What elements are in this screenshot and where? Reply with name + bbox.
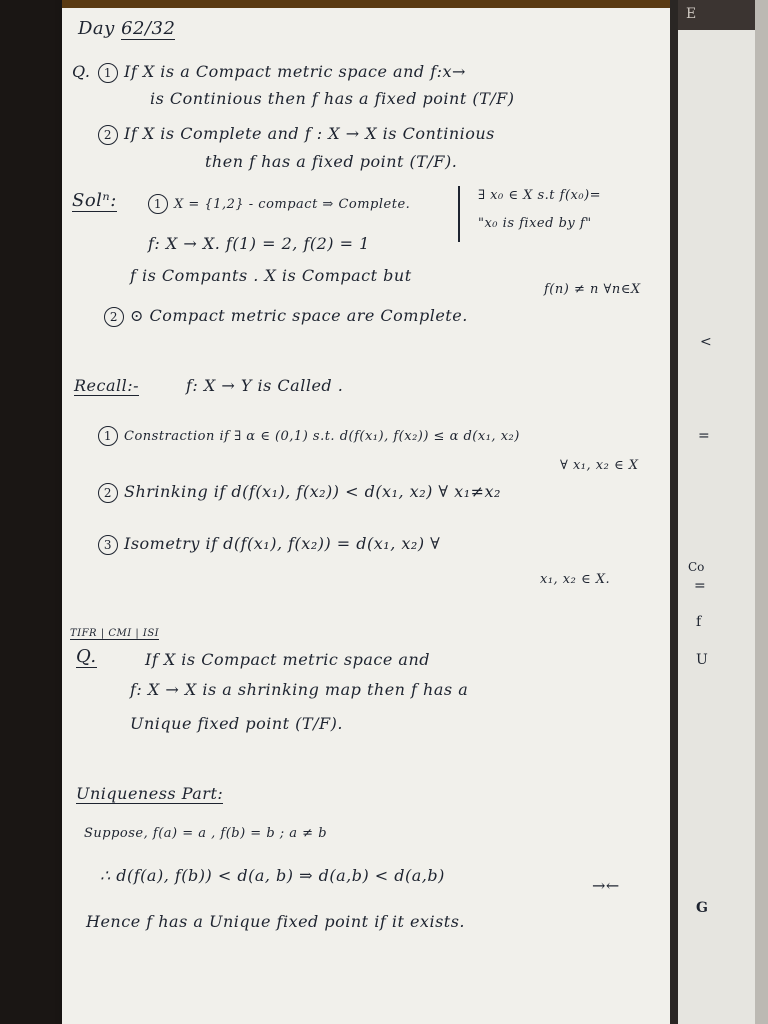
q1-line-3: If X is Complete and f : X → X is Continious	[124, 124, 495, 143]
soln-label: Solⁿ:	[72, 190, 117, 211]
soln-line-2: f: X → X. f(1) = 2, f(2) = 1	[148, 234, 370, 253]
soln-item-2	[104, 306, 468, 327]
edge-mark-7: G	[696, 900, 708, 916]
recall-num-2: 2	[98, 483, 118, 503]
edge-mark-top: E	[686, 6, 697, 22]
q1-line-1: If X is a Compact metric space and f:x→	[124, 62, 466, 81]
soln-num-2: 2	[104, 307, 124, 327]
soln-line-4: ⊙ Compact metric space are Complete.	[130, 306, 468, 325]
day-number: 62/32	[121, 18, 176, 39]
day-label: Day	[78, 18, 115, 39]
q2-line-2: f: X → X is a shrinking map then f has a	[130, 680, 469, 699]
edge-mark-6: U	[696, 652, 708, 668]
q1-num-1: 1	[98, 63, 118, 83]
q2-line-3: Unique fixed point (T/F).	[130, 714, 343, 733]
recall-item-2	[98, 482, 501, 503]
edge-mark-5: f	[696, 614, 702, 630]
recall-shrinking: Shrinking if d(f(x₁), f(x₂)) < d(x₁, x₂) ∀ x₁≠x₂	[124, 482, 501, 501]
recall-isometry-quant: x₁, x₂ ∈ X.	[540, 572, 611, 587]
day-heading	[78, 18, 175, 39]
next-page-edge	[670, 0, 768, 1024]
q1-item-2	[98, 124, 495, 145]
edge-mark-4: =	[694, 578, 706, 594]
edge-mark-1: <	[700, 334, 712, 350]
recall-num-1: 1	[98, 426, 118, 446]
uniqueness-line-2: ∴ d(f(a), f(b)) < d(a, b) ⇒ d(a,b) < d(a,b)	[100, 866, 445, 885]
soln-item-1	[148, 194, 410, 214]
page-top-band	[62, 0, 670, 8]
soln-side-2: "x₀ is fixed by f"	[478, 216, 592, 231]
recall-intro: f: X → Y is Called .	[186, 376, 344, 395]
recall-num-3: 3	[98, 535, 118, 555]
recall-isometry: Isometry if d(f(x₁), f(x₂)) = d(x₁, x₂) ∀	[124, 534, 441, 553]
uniqueness-line-1: Suppose, f(a) = a , f(b) = b ; a ≠ b	[84, 826, 328, 841]
q2-source-tag: TIFR | CMI | ISI	[70, 628, 160, 639]
soln-line-3b: f(n) ≠ n ∀n∈X	[544, 282, 641, 297]
soln-num-1: 1	[148, 194, 168, 214]
edge-mark-2: =	[698, 428, 710, 444]
q1-item-1	[98, 62, 466, 83]
uniqueness-line-3: Hence f has a Unique fixed point if it exists.	[86, 912, 465, 931]
recall-item-3	[98, 534, 440, 555]
recall-contraction-quant: ∀ x₁, x₂ ∈ X	[560, 458, 639, 473]
soln-side-1: ∃ x₀ ∈ X s.t f(x₀)=	[478, 188, 602, 203]
soln-line-1: X = {1,2} - compact ⇒ Complete.	[174, 197, 411, 212]
soln-divider	[458, 186, 460, 242]
q1-num-2: 2	[98, 125, 118, 145]
page-stack-edge	[755, 0, 768, 1024]
uniqueness-title: Uniqueness Part:	[76, 784, 224, 803]
q1-line-4: then f has a fixed point (T/F).	[205, 152, 458, 171]
contradiction-mark: →←	[592, 876, 620, 895]
page-gutter	[670, 0, 678, 1024]
soln-line-3: f is Compants . X is Compact but	[130, 266, 412, 285]
recall-contraction: Constraction if ∃ α ∈ (0,1) s.t. d(f(x₁), f(x₂)) ≤ α d(x₁, x₂)	[124, 429, 520, 444]
q2-line-1: If X is Compact metric space and	[145, 650, 430, 669]
recall-label: Recall:-	[74, 376, 140, 395]
recall-item-1	[98, 426, 520, 446]
edge-mark-3: Co	[688, 560, 705, 574]
q2-label: Q.	[76, 646, 97, 667]
q1-label: Q.	[72, 62, 91, 81]
q1-line-2: is Continious then f has a fixed point (T/F)	[150, 89, 515, 108]
